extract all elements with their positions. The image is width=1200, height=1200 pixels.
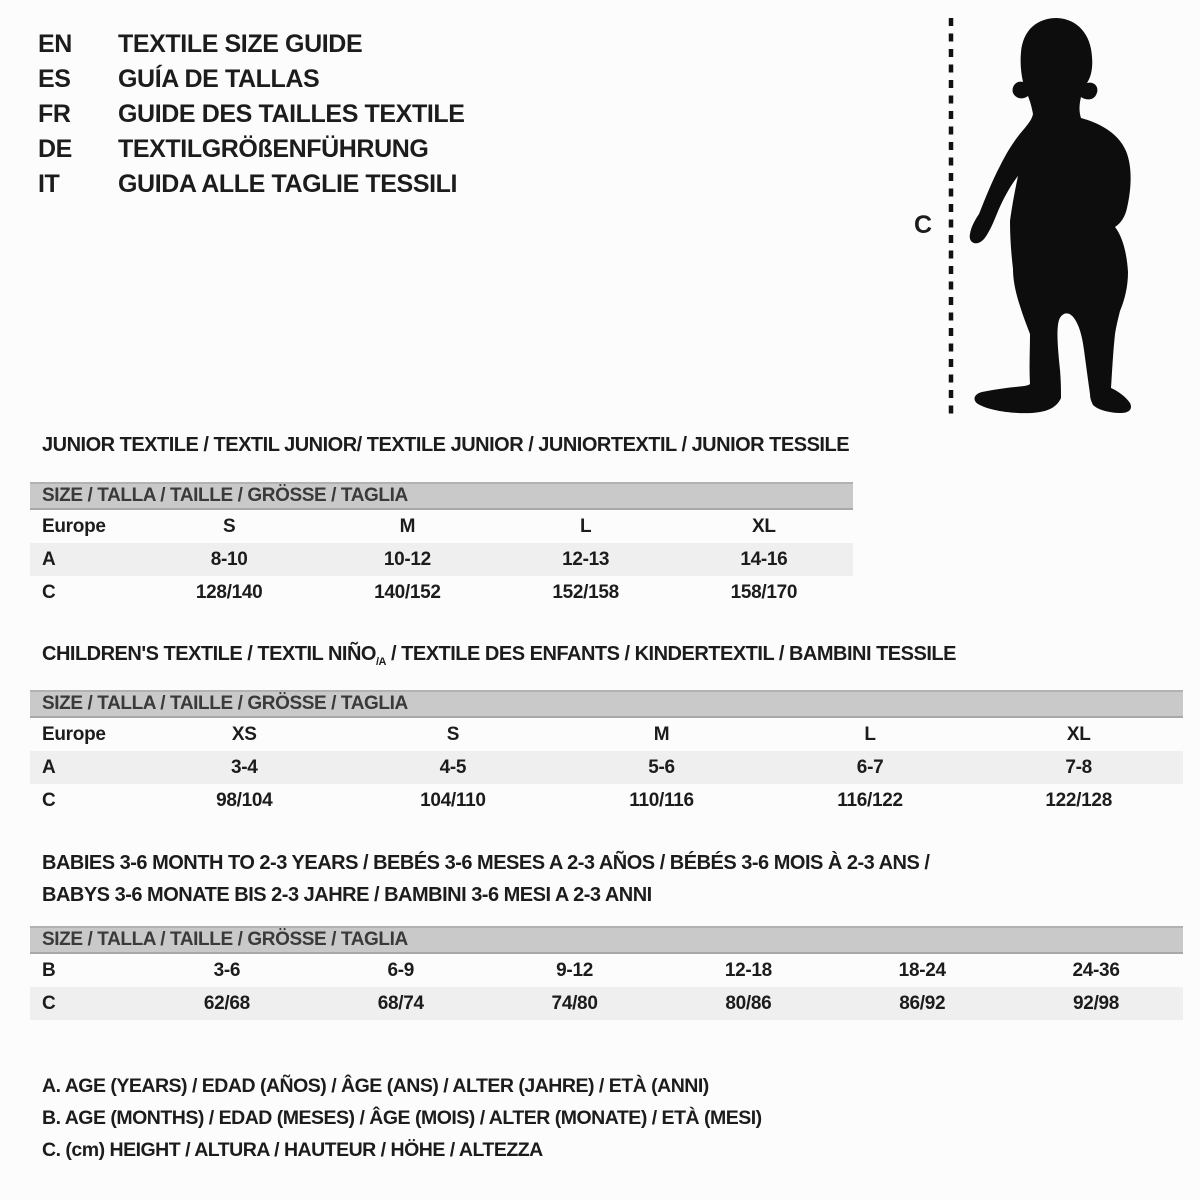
months-cell: 18-24	[898, 960, 946, 981]
children-title-suffix: / TEXTILE DES ENFANTS / KINDERTEXTIL / BAMBINI TESSILE	[385, 643, 956, 665]
row-label: C	[42, 582, 56, 603]
size-header-label: SIZE / TALLA / TAILLE / GRÖSSE / TAGLIA	[42, 929, 408, 950]
children-title-prefix: CHILDREN'S TEXTILE / TEXTIL NIÑO	[42, 643, 376, 665]
height-cell: 140/152	[374, 582, 441, 603]
size-cell: XL	[752, 516, 776, 537]
row-label: A	[42, 757, 56, 778]
height-cell: 74/80	[551, 993, 598, 1014]
guide-title-it: GUIDA ALLE TAGLIE TESSILI	[118, 170, 458, 198]
size-cell: S	[446, 724, 460, 745]
language-row-en	[38, 27, 465, 62]
measurement-figure	[880, 0, 1200, 440]
table-row-height	[30, 784, 1183, 817]
row-label: C	[42, 790, 56, 811]
legend-age-months: B. AGE (MONTHS) / EDAD (MESES) / ÂGE (MOIS) / ALTER (MONATE) / ETÀ (MESI)	[42, 1107, 762, 1129]
table-row-age	[30, 543, 853, 576]
legend-height-cm: C. (cm) HEIGHT / ALTURA / HAUTEUR / HÖHE / ALTEZZA	[42, 1139, 543, 1161]
guide-title-fr: GUIDE DES TAILLES TEXTILE	[118, 100, 465, 128]
babies-section-title-line1: BABIES 3-6 MONTH TO 2-3 YEARS / BEBÉS 3-6 MESES A 2-3 AÑOS / BÉBÉS 3-6 MOIS À 2-3 ANS /	[42, 852, 930, 874]
babies-size-table	[30, 926, 1183, 1020]
size-header-label: SIZE / TALLA / TAILLE / GRÖSSE / TAGLIA	[42, 693, 408, 714]
row-label: B	[42, 960, 56, 981]
size-cell: L	[864, 724, 876, 745]
table-row-height	[30, 987, 1183, 1020]
junior-size-table	[30, 482, 853, 609]
language-row-es	[38, 62, 465, 97]
table-row-europe	[30, 510, 853, 543]
height-cell: 122/128	[1045, 790, 1112, 811]
months-cell: 9-12	[556, 960, 593, 981]
children-section-title	[42, 643, 956, 668]
age-cell: 6-7	[856, 757, 884, 778]
height-cell: 104/110	[420, 790, 486, 811]
row-label: Europe	[42, 516, 106, 537]
table-row-europe	[30, 718, 1183, 751]
size-cell: XL	[1066, 724, 1091, 745]
height-measure-label: C	[914, 211, 933, 239]
guide-title-es: GUÍA DE TALLAS	[118, 65, 320, 93]
size-cell: M	[399, 516, 416, 537]
language-row-de	[38, 132, 465, 167]
age-cell: 4-5	[439, 757, 467, 778]
age-cell: 14-16	[740, 549, 788, 570]
height-cell: 152/158	[552, 582, 619, 603]
age-cell: 12-13	[562, 549, 610, 570]
table-row-age	[30, 751, 1183, 784]
height-cell: 116/122	[837, 790, 903, 811]
height-cell: 68/74	[377, 993, 424, 1014]
height-cell: 128/140	[195, 582, 263, 603]
height-cell: 92/98	[1073, 993, 1120, 1014]
size-cell: S	[222, 516, 236, 537]
size-cell: L	[579, 516, 592, 537]
guide-title-en: TEXTILE SIZE GUIDE	[118, 30, 363, 58]
size-cell: M	[653, 724, 670, 745]
legend-age-years: A. AGE (YEARS) / EDAD (AÑOS) / ÂGE (ANS) / ALTER (JAHRE) / ETÀ (ANNI)	[42, 1075, 709, 1097]
height-cell: 80/86	[725, 993, 772, 1014]
table-row-months	[30, 954, 1183, 987]
guide-title-de: TEXTILGRÖßENFÜHRUNG	[118, 135, 429, 163]
baby-silhouette-icon	[970, 18, 1131, 413]
age-cell: 5-6	[648, 757, 675, 778]
language-code: IT	[38, 170, 60, 198]
months-cell: 3-6	[213, 960, 241, 981]
row-label: Europe	[42, 724, 106, 745]
size-cell: XS	[231, 724, 257, 745]
language-code: FR	[38, 100, 71, 128]
row-label: A	[42, 549, 56, 570]
language-code: ES	[38, 65, 71, 93]
height-cell: 158/170	[730, 582, 798, 603]
height-cell: 98/104	[216, 790, 273, 811]
months-cell: 12-18	[724, 960, 772, 981]
age-cell: 7-8	[1065, 757, 1092, 778]
language-code: DE	[38, 135, 72, 163]
age-cell: 3-4	[231, 757, 258, 778]
size-header-band	[30, 482, 853, 510]
legend-block	[42, 1070, 762, 1166]
height-cell: 62/68	[203, 993, 250, 1014]
age-cell: 10-12	[383, 549, 431, 570]
height-cell: 110/116	[629, 790, 694, 811]
table-row-height	[30, 576, 853, 609]
babies-section-title-line2: BABYS 3-6 MONATE BIS 2-3 JAHRE / BAMBINI 3-6 MESI A 2-3 ANNI	[42, 884, 652, 906]
language-row-it	[38, 167, 465, 202]
children-size-table	[30, 690, 1183, 817]
age-cell: 8-10	[210, 549, 248, 570]
junior-section-title: JUNIOR TEXTILE / TEXTIL JUNIOR/ TEXTILE JUNIOR / JUNIORTEXTIL / JUNIOR TESSILE	[42, 434, 850, 456]
height-cell: 86/92	[899, 993, 946, 1014]
months-cell: 24-36	[1072, 960, 1120, 981]
row-label: C	[42, 993, 56, 1014]
language-title-block	[38, 27, 465, 202]
language-code: EN	[38, 30, 72, 58]
size-header-band	[30, 690, 1183, 718]
months-cell: 6-9	[387, 960, 415, 981]
children-title-subscript: /A	[375, 656, 386, 668]
size-header-label: SIZE / TALLA / TAILLE / GRÖSSE / TAGLIA	[42, 485, 408, 506]
size-header-band	[30, 926, 1183, 954]
language-row-fr	[38, 97, 465, 132]
